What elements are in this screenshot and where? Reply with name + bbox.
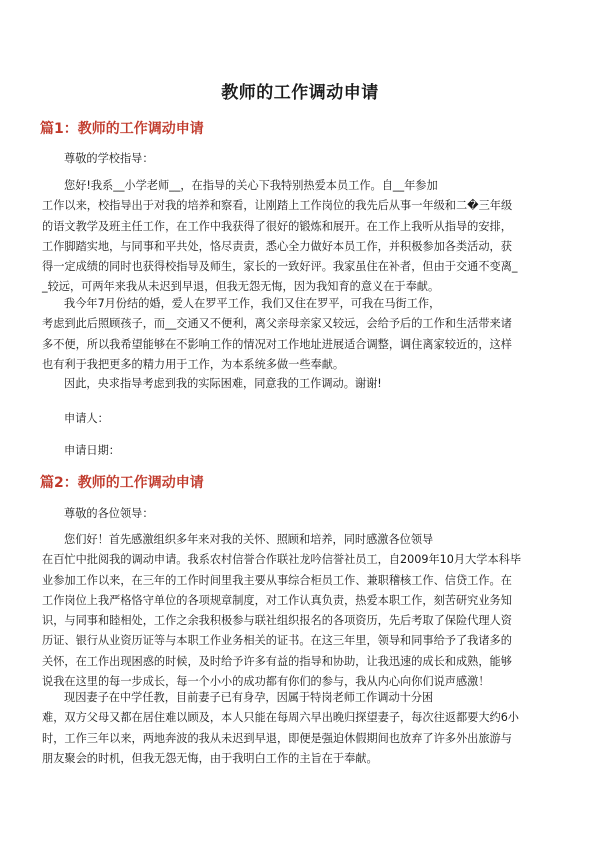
text-line: 现因妻子在中学任教，目前妻子已有身孕，因属于特岗老师工作调动十分困	[64, 691, 434, 704]
section-1-paragraph-2	[42, 294, 560, 375]
text-line: 历证、银行从业资历证等与本职工作业务相关的证书。在这三年里，领导和同事给予了我诸多的	[42, 634, 512, 648]
text-line: 说我在这里的每一步成长，每一个小小的成功都有你们的参与，我从内心向你们说声感激！	[42, 675, 490, 689]
text-line: 申请日期：	[64, 444, 120, 457]
text-line: 您们好！首先感激组织多年来对我的关怀、照顾和培养，同时感激各位领导	[64, 533, 434, 546]
text-line: 得一定成绩的同时也获得校指导及师生，家长的一致好评。我家虽住在补者，但由于交通不变离_	[42, 260, 518, 274]
text-line: 您好!我系__小学老师__，在指导的关心下我特别热爱本员工作。自__年参加	[64, 179, 438, 192]
section-2-paragraph-2	[42, 688, 560, 769]
text-line: 时，工作三年以来，两地奔波的我从未迟到早退，即便是强迫休假期间也放弃了许多外出旅游与	[42, 731, 512, 745]
text-line: 工作以来，校指导出于对我的培养和察看，让刚踏上工作岗位的我先后从事一年级和二�三年级	[42, 199, 513, 213]
text-line: 多不便，所以我希望能够在不影响工作的情况对工作地址进展适合调整，调住离家较近的，这样	[42, 337, 512, 351]
section-1-paragraph-1	[42, 176, 560, 298]
text-line: 业参加工作以来，在三年的工作时间里我主要从事综合柜员工作、兼职稽核工作、信贷工作。在	[42, 573, 512, 587]
application-date-line	[42, 441, 560, 461]
text-line: 朋友聚会的时机，但我无怨无悔，由于我明白工作的主旨在于奉献。	[42, 751, 378, 765]
text-line: 我今年7月份结的婚，爱人在罗平工作，我们又住在罗平，可我在马街工作，	[64, 297, 441, 310]
section-1-paragraph-3	[42, 374, 560, 394]
text-line: 工作脚踏实地，与同事和平共处，恪尽责责，悉心全力做好本员工作，并积极参加各类活动，获	[42, 239, 512, 253]
text-line: 难，双方父母又都在居住难以顾及，本人只能在每周六早出晚归探望妻子，每次往返都要大约6小	[42, 711, 519, 725]
applicant-line	[42, 409, 560, 429]
text-line: 识，与同事和睦相处，工作之余我积极参与联社组织报名的各项资历，先后考取了保险代理人资	[42, 614, 512, 628]
text-line: 的语文教学及班主任工作，在工作中我获得了很好的锻炼和展开。在工作上我听从指导的安排，	[42, 219, 512, 233]
section-1-heading: 篇1：教师的工作调动申请	[40, 121, 204, 137]
text-line: 也有利于我把更多的精力用于工作，为本系统多做一些奉献。	[42, 357, 345, 371]
document-title: 教师的工作调动申请	[221, 83, 379, 103]
text-line: 关怀，在工作出现困惑的时候，及时给予许多有益的指导和协助，让我迅速的成长和成熟，能够	[42, 654, 512, 668]
text-line: 在百忙中批阅我的调动申请。我系农村信誉合作联社龙吟信誉社员工，自2009年10月大学本科毕	[42, 553, 522, 567]
text-line: 申请人：	[64, 412, 109, 425]
text-line: _较远，可两年来我从未迟到早退，但我无怨无悔，因为我知育的意义在于奉献。	[42, 280, 440, 294]
section-1-greeting: 尊敬的学校指导：	[64, 152, 154, 165]
text-line: 工作岗位上我严格恪守单位的各项规章制度，对工作认真负责，热爱本职工作，刻苦研究业务知	[42, 593, 512, 607]
section-2-paragraph-1	[42, 530, 560, 692]
text-line: 因此，央求指导考虑到我的实际困难，同意我的工作调动。谢谢!	[64, 377, 382, 390]
text-line: 考虑到此后照顾孩子，而__交通又不便利，离父亲母亲家又较远，会给予后的工作和生活带来诸	[42, 317, 512, 331]
section-2-heading: 篇2：教师的工作调动申请	[40, 475, 204, 491]
section-2-greeting: 尊敬的各位领导：	[64, 507, 154, 520]
